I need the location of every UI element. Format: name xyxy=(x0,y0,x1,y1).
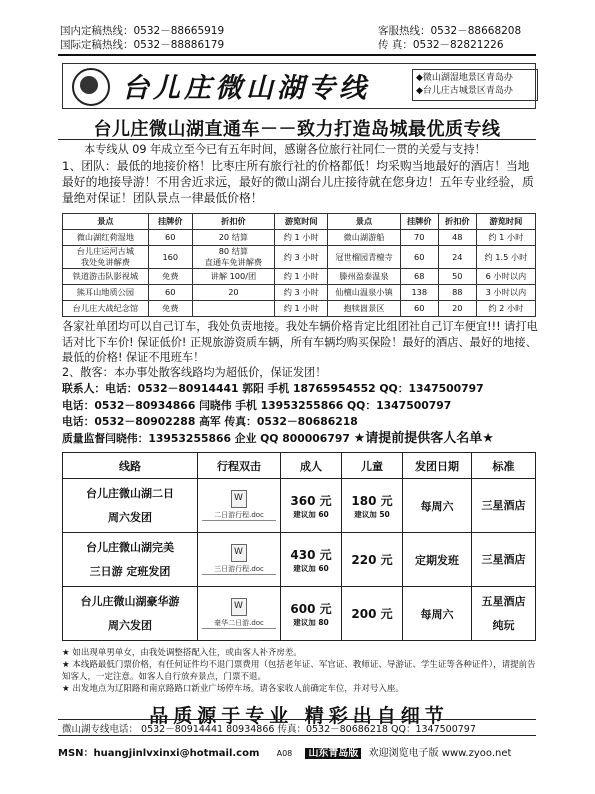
headline-divider xyxy=(58,139,536,140)
spot-cell: 仙檀山温泉小镇 xyxy=(328,285,400,301)
itinerary-cell xyxy=(198,479,281,533)
child-price-cell xyxy=(342,479,403,533)
route-row xyxy=(63,533,536,587)
contact-block xyxy=(62,381,538,447)
office-wetland: ◆微山湖湿地景区青岛办 xyxy=(416,73,513,83)
route-table xyxy=(62,452,536,641)
spot-cell: 约 1 小时 xyxy=(275,269,328,285)
col-list-price: 挂牌价 xyxy=(148,214,192,230)
route-name-line: 周六发团 xyxy=(108,618,152,632)
child-price-cell xyxy=(342,587,403,641)
route-name xyxy=(63,533,198,587)
adult-price: 360 元 xyxy=(290,493,332,508)
spot-cell: 抱犊崮景区 xyxy=(328,301,400,317)
col-duration: 游览时间 xyxy=(275,214,328,230)
spot-cell: 60 xyxy=(148,285,192,301)
col-itinerary: 行程双击 xyxy=(198,453,281,479)
standard xyxy=(472,587,536,641)
spot-cell: 160 xyxy=(148,246,192,269)
spot-cell: 约 1.5 小时 xyxy=(476,246,535,269)
spot-cell: 约 3 小时 xyxy=(275,246,328,269)
intro-line: 本专线从 09 年成立至今已有五年时间，感谢各位旅行社同仁一贯的关爱与支持！ xyxy=(84,143,486,156)
spot-cell: 滕州盈泰温泉 xyxy=(328,269,400,285)
depart-date: 每周六 xyxy=(403,479,472,533)
note-departure-point: ★ 出发地点为辽阳路和南京路路口新业广场停车场。请各家收人前确定车位，并对号入座。 xyxy=(62,684,404,694)
col-spot: 景点 xyxy=(63,214,149,230)
international-hotline: 国际定稿热线：0532－88886179 xyxy=(60,39,225,51)
spot-row xyxy=(63,285,536,301)
guest-list-request: ★请提前提供客人名单★ xyxy=(353,430,494,446)
spot-cell: 微山湖红荷湿地 xyxy=(63,230,149,246)
route-name-line: 台儿庄微山湖二日 xyxy=(86,486,174,500)
route-name-line: 台儿庄微山湖完美 xyxy=(86,540,174,554)
spot-price-table xyxy=(62,213,536,317)
spot-row xyxy=(63,230,536,246)
itinerary-doc[interactable] xyxy=(202,490,276,521)
col-route: 线路 xyxy=(63,453,198,479)
spot-row xyxy=(63,246,536,269)
spot-cell: 约 3 小时 xyxy=(275,285,328,301)
slogan-divider xyxy=(58,719,536,720)
depart-date: 定期发班 xyxy=(403,533,472,587)
spot-cell: 80 结算 直通车免讲解费 xyxy=(192,246,274,269)
col-duration-2: 游览时间 xyxy=(476,214,535,230)
col-adult: 成人 xyxy=(281,453,342,479)
spot-cell: 约 2 小时 xyxy=(476,301,535,317)
spot-cell: 60 xyxy=(400,246,438,269)
individual-note: 2、散客：本办事处散客线路均为超低价，保证发团！ xyxy=(62,366,327,379)
route-row xyxy=(63,587,536,641)
standard-line: 纯玩 xyxy=(492,618,515,632)
standard-line: 五星酒店 xyxy=(481,594,526,608)
spot-cell: 24 xyxy=(438,246,476,269)
spot-cell: 3 小时以内 xyxy=(476,285,535,301)
word-document-icon xyxy=(231,598,247,616)
adult-price: 430 元 xyxy=(290,547,332,562)
col-standard: 标准 xyxy=(472,453,536,479)
spot-cell: 20 xyxy=(438,301,476,317)
banner-title: 台儿庄微山湖专线 xyxy=(122,73,370,104)
itinerary-cell xyxy=(198,533,281,587)
adult-price-cell xyxy=(281,479,342,533)
route-name-line: 周六发团 xyxy=(108,510,152,524)
spot-cell: 约 1 小时 xyxy=(275,230,328,246)
route-name xyxy=(63,479,198,533)
adult-price: 600 元 xyxy=(290,601,332,616)
child-price: 200 元 xyxy=(351,607,393,621)
footer-divider xyxy=(58,735,536,736)
contact-guo: 联系人：电话：0532－80914441 郭阳 手机 18765954552 QQ：1347500797 xyxy=(62,382,484,395)
spot-cell: 冠世榴园青檀寺 xyxy=(328,246,400,269)
itinerary-doc[interactable] xyxy=(202,544,276,575)
standard-line: 三星酒店 xyxy=(481,552,526,566)
adult-note: 建议加 60 xyxy=(293,563,329,573)
spot-cell: 20 结算 xyxy=(192,230,274,246)
slogan: 品质源于专业 精彩出自细节 xyxy=(149,705,449,727)
spot-cell: 70 xyxy=(400,230,438,246)
standard xyxy=(472,533,536,587)
depart-date: 每周六 xyxy=(403,587,472,641)
adult-price-cell xyxy=(281,533,342,587)
route-row xyxy=(63,479,536,533)
spot-cell: 台儿庄大战纪念馆 xyxy=(63,301,149,317)
col-discount-2: 折扣价 xyxy=(438,214,476,230)
col-spot-2: 景点 xyxy=(328,214,400,230)
lotus-logo-core xyxy=(80,76,98,94)
spot-cell: 68 xyxy=(400,269,438,285)
route-name-line: 台儿庄微山湖豪华游 xyxy=(80,594,180,608)
group-policy: 1、团队：最低的地接价格！比枣庄所有旅行社的价格都低！均采购当地最好的酒店！当地最好的地接导游！不用舍近求远，最好的微山湖台儿庄接待就在您身边！五年专业经验，质量绝对保证！团队景点一律最低价格！ xyxy=(62,159,534,205)
fax-hotline: 传 真：0532－82821226 xyxy=(378,39,504,51)
headline: 台儿庄微山湖直通车－－致力打造岛城最优质专线 xyxy=(93,119,501,140)
col-list-price-2: 挂牌价 xyxy=(400,214,438,230)
top-divider xyxy=(58,54,536,56)
spot-cell: 138 xyxy=(400,285,438,301)
note-single-room: ★ 如出现单男单女，由我处调整搭配入住，或由客人补齐房差。 xyxy=(62,648,302,658)
footer-contact: 微山湖专线电话： 0532－80914441 80934866 传真：0532－80686218 QQ：1347500797 xyxy=(62,724,476,735)
child-price: 220 元 xyxy=(351,553,393,567)
spot-cell: 20 xyxy=(192,285,274,301)
adult-note: 建议加 80 xyxy=(293,617,329,627)
note-ticket-policy: ★ 本线路最低门票价格，有任何证件均不退门票费用（包括老年证、军官证、教师证、导游证、学生证等各种证件），请提前告知客人，一定注意。如客人自行放弃景点，门票不退。 xyxy=(62,660,536,682)
notes xyxy=(62,647,536,695)
route-name-line: 三日游 定班发团 xyxy=(89,564,171,578)
spot-cell: 免费 xyxy=(148,269,192,285)
office-box xyxy=(412,69,538,101)
child-price-cell xyxy=(342,533,403,587)
word-document-icon xyxy=(231,544,247,562)
spot-cell: 约 1 小时 xyxy=(275,301,328,317)
itinerary-doc[interactable] xyxy=(202,598,276,629)
spot-cell: 50 xyxy=(438,269,476,285)
col-child: 儿童 xyxy=(342,453,403,479)
spot-cell: 熊耳山地质公园 xyxy=(63,285,149,301)
route-name xyxy=(63,587,198,641)
office-oldtown: ◆台儿庄古城景区青岛办 xyxy=(416,86,513,96)
spot-cell: 讲解 100/团 xyxy=(192,269,274,285)
contact-yan: 电话：0532－80934866 闫晓伟 手机 13953255866 QQ：1347500797 xyxy=(62,398,452,412)
spot-table-header xyxy=(63,214,536,230)
spot-cell: 微山湖游船 xyxy=(328,230,400,246)
standard-line: 三星酒店 xyxy=(481,498,526,512)
spot-cell: 免费 xyxy=(148,301,192,317)
spot-row xyxy=(63,301,536,317)
route-table-header xyxy=(63,453,536,479)
domestic-hotline: 国内定稿热线：0532－88665919 xyxy=(60,25,225,37)
spot-cell: 88 xyxy=(438,285,476,301)
spot-cell: 48 xyxy=(438,230,476,246)
msn-address: MSN：huangjinlvxinxi@hotmail.com xyxy=(58,748,260,759)
itinerary-cell xyxy=(198,587,281,641)
spot-cell: 铁道游击队影视城 xyxy=(63,269,149,285)
contact-gao: 电话：0532－80902288 高军 传真：0532－80686218 xyxy=(62,415,358,428)
child-note: 建议加 50 xyxy=(354,509,390,519)
doc-filename: 豪华二日游.doc xyxy=(202,618,276,629)
standard xyxy=(472,479,536,533)
spot-row xyxy=(63,269,536,285)
spot-cell: 台儿庄运河古城 我处免讲解费 xyxy=(63,246,149,269)
col-discount: 折扣价 xyxy=(192,214,274,230)
quality-supervisor: 质量监督闫晓伟：13953255866 企业 QQ 800006797 ★请提前提供客人名单★ xyxy=(62,430,494,446)
service-hotline: 客服热线：0532－88668208 xyxy=(378,25,522,37)
word-document-icon xyxy=(231,490,247,508)
self-booking-note: 各家社单团均可以自己订车，我处负责地接。我处车辆价格肯定比组团社自己订车便宜!!! 请打电话对比下车价! 保证低价! 正规旅游资质车辆，所有车辆均购买保险！最好的酒店、最好的地接、最低的价格! 保证不甩班车！ xyxy=(62,320,538,364)
col-depart-date: 发团日期 xyxy=(403,453,472,479)
website-link[interactable]: 欢迎浏览电子版 www.zyoo.net xyxy=(368,748,512,759)
doc-filename: 三日游行程.doc xyxy=(202,564,276,575)
adult-price-cell xyxy=(281,587,342,641)
bottom-strip xyxy=(58,744,536,759)
spot-cell: 60 xyxy=(148,230,192,246)
spot-cell xyxy=(192,301,274,317)
spot-cell: 6 小时以内 xyxy=(476,269,535,285)
doc-filename: 二日游行程.doc xyxy=(202,510,276,521)
spot-cell: 60 xyxy=(400,301,438,317)
child-price: 180 元 xyxy=(351,493,393,508)
spot-cell: 约 1 小时 xyxy=(476,230,535,246)
edition-tag: 山东青岛版 xyxy=(305,748,361,759)
page-number: A08 xyxy=(276,749,293,758)
adult-note: 建议加 60 xyxy=(293,509,329,519)
